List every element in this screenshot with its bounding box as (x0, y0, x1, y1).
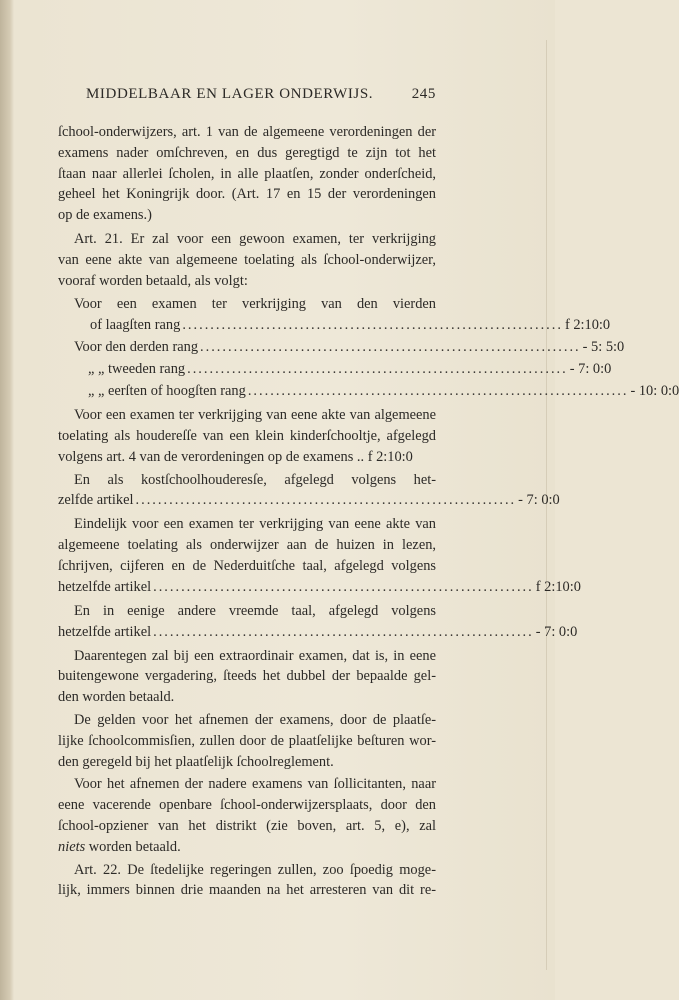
text-line (58, 837, 436, 858)
running-title: MIDDELBAAR EN LAGER ONDERWIJS. (86, 86, 374, 102)
fee-amount: - 7: 0:0 (518, 492, 560, 509)
text-line: den worden betaald. (58, 689, 175, 706)
text-line: En als kostſchoolhouderesſe, afgelegd volgens het- (74, 471, 436, 488)
page-body (58, 122, 679, 903)
fee-label: hetzelfde artikel (58, 578, 152, 595)
fee-label: hetzelfde artikel (58, 623, 152, 640)
page-binding-shadow (0, 0, 14, 1000)
text-line: algemeene toelating als onderwijzer aan de huizen in lezen, (58, 537, 436, 554)
text-line: Voor het afnemen der nadere examens van ſollicitanten, naar (74, 776, 436, 793)
text-line: lijke ſchoolcommisſien, zullen door de plaatſelijke beſturen wor- (58, 732, 436, 749)
paragraph-4 (58, 470, 560, 513)
fee-amount: f 2:10:0 (564, 317, 611, 334)
paragraph-5 (58, 514, 581, 598)
text-line: geheel het Koningrijk door. (Art. 17 en 15 der verordeningen (58, 186, 436, 203)
dot-leader: .................................................................... (182, 317, 563, 334)
fee-label: „ „ tweeden rang (88, 361, 186, 378)
paragraph-8 (58, 710, 436, 772)
fee-item (58, 490, 560, 512)
text-line: van eene akte van algemeene toelating als ſchool-onderwijzer, (58, 251, 436, 268)
text-line: eene vacerende openbare ſchool-onderwijzersplaats, door den (58, 797, 436, 814)
text-line: volgens art. 4 van de verordeningen op de examens .. f 2:10:0 (58, 448, 413, 465)
paragraph-1 (58, 122, 436, 226)
page-number: 245 (411, 86, 436, 102)
fee-amount: - 7: 0:0 (535, 623, 578, 640)
dot-leader: .................................................................... (135, 492, 517, 509)
text-line: ſchool-opziener van het distrikt (zie boven, art. 5, e), zal (58, 817, 436, 834)
fee-label: of laagſten rang (90, 317, 181, 334)
fee-list (58, 294, 679, 403)
dot-leader: .................................................................... (153, 578, 534, 595)
fee-label: „ „ eerſten of hoogſten rang (88, 383, 246, 400)
fee-item (58, 381, 679, 403)
fee-label: zelfde artikel (58, 492, 134, 509)
paragraph-9 (58, 774, 436, 857)
paragraph-7 (58, 646, 436, 708)
text-line: Voor een examen ter verkrijging van eene akte van algemeene (74, 407, 436, 424)
text-line: buitengewone vergadering, ſteeds het dubbel der bepaalde gel- (58, 668, 436, 685)
paragraph-art-22 (58, 860, 436, 902)
dot-leader: .................................................................... (200, 339, 581, 356)
fee-amount: f 2:10:0 (535, 578, 581, 595)
fee-item (58, 315, 611, 337)
text-line: Daarentegen zal bij een extraordinair examen, dat is, in eene (74, 647, 436, 664)
fee-amount: - 10: 0:0 (630, 383, 679, 400)
fee-amount: - 5: 5:0 (582, 339, 625, 356)
dot-leader: .................................................................... (153, 623, 534, 640)
text-line: Art. 22. De ſtedelijke regeringen zullen, zoo ſpoedig moge- (74, 861, 436, 878)
text-line: examens nader omſchreven, en dus geregtigd te zijn tot het (58, 144, 436, 161)
paragraph-6 (58, 601, 578, 644)
fee-item (58, 622, 578, 644)
fee-item (58, 359, 612, 381)
text-line: ſchrijven, cijferen en de Nederduitſche taal, afgelegd volgens (58, 557, 436, 574)
text-line: En in eenige andere vreemde taal, afgelegd volgens (74, 602, 436, 619)
text-line: De gelden voor het afnemen der examens, door de plaatſe- (74, 711, 436, 728)
fee-amount: - 7: 0:0 (569, 361, 612, 378)
dot-leader: .................................................................... (187, 361, 568, 378)
paragraph-art-21 (58, 229, 436, 291)
dot-leader: .................................................................... (247, 383, 629, 400)
fee-label: Voor den derden rang (74, 339, 199, 356)
text-line: ſtaan naar allerlei ſcholen, in alle plaatſen, zonder onderſcheid, (58, 165, 436, 182)
text-line: lijk, immers binnen drie maanden na het arresteren van dit re- (58, 882, 436, 899)
text-line: Voor een examen ter verkrijging van den vierden (74, 296, 436, 313)
text-line: den geregeld bij het plaatſelijk ſchoolreglement. (58, 753, 334, 770)
italic-word: niets (58, 838, 86, 855)
text-line: vooraf worden betaald, als volgt: (58, 272, 248, 289)
running-header (86, 86, 436, 110)
text-fragment: worden betaald. (85, 838, 181, 855)
text-line: Art. 21. Er zal voor een gewoon examen, ter verkrijging (74, 230, 436, 247)
text-line: toelating als houdereſſe van een klein kinderſchooltje, afgelegd (58, 427, 436, 444)
fee-item (58, 577, 581, 599)
text-line: ſchool-onderwijzers, art. 1 van de algemeene verordeningen der (58, 124, 436, 140)
text-line: op de examens.) (58, 207, 152, 224)
paragraph-3 (58, 405, 436, 467)
fee-item (58, 337, 625, 359)
text-line: Eindelijk voor een examen ter verkrijging van eene akte van (74, 516, 436, 533)
